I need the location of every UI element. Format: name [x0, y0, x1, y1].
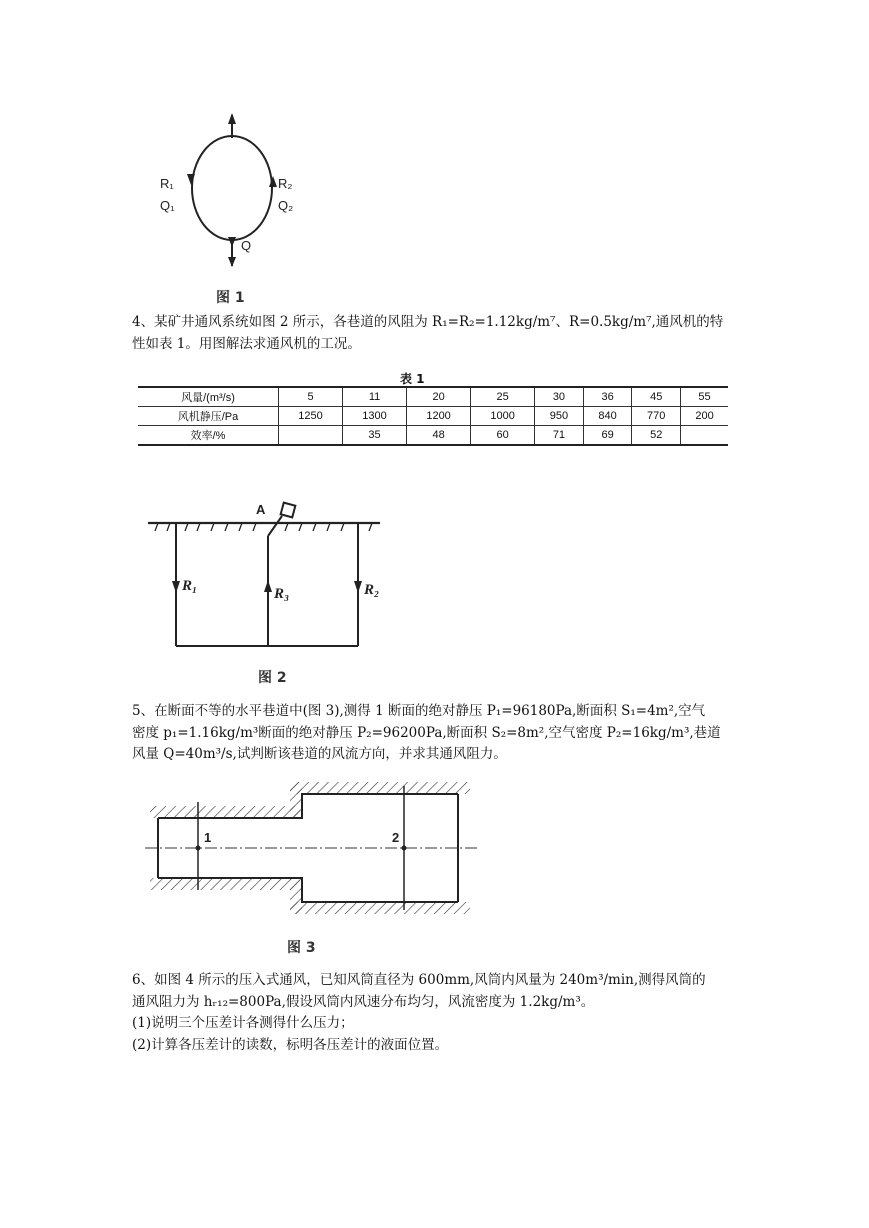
fig2-a-label: A — [256, 502, 266, 517]
question-5 — [132, 701, 742, 766]
table-cell: 69 — [583, 426, 632, 446]
question-5-line-2: 密度 p₁=1.16kg/m³断面的绝对静压 P₂=96200Pa,断面积 S₂=8m²,空气密度 P₂=16kg/m³,巷道 — [132, 724, 721, 741]
table-cell: 35 — [343, 426, 407, 446]
table-cell: 71 — [535, 426, 584, 446]
table-header-cell: 效率/% — [138, 426, 279, 446]
table-header-cell: 风机静压/Pa — [138, 407, 279, 426]
question-6-line-2: 通风阻力为 hᵣ₁₂=800Pa,假设风筒内风速分布均匀，风流密度为 1.2kg/m³。 — [132, 993, 595, 1010]
table-row — [138, 407, 728, 426]
table-cell: 1200 — [407, 407, 471, 426]
table-row — [138, 426, 728, 446]
figure-1-caption: 图 1 — [216, 290, 245, 306]
table-cell: 25 — [471, 387, 535, 407]
fig3-section-2-label: 2 — [392, 830, 400, 845]
table-cell — [681, 426, 728, 446]
table-cell: 20 — [407, 387, 471, 407]
figure-1-loop-diagram — [150, 110, 320, 270]
question-6-line-3: (1)说明三个压差计各测得什么压力； — [132, 1015, 354, 1031]
table-cell: 45 — [632, 387, 681, 407]
table-1-caption: 表 1 — [400, 372, 425, 386]
figure-2-caption: 图 2 — [258, 670, 287, 686]
question-6-line-4: (2)计算各压差计的读数，标明各压差计的液面位置。 — [132, 1036, 449, 1053]
figure-3-caption: 图 3 — [287, 940, 316, 956]
fig1-q1-label: Q₁ — [160, 198, 175, 213]
table-cell: 1300 — [343, 407, 407, 426]
question-4-line-1: 4、某矿井通风系统如图 2 所示，各巷道的风阻为 R₁=R₂=1.12kg/m⁷、R=0.5kg/m⁷,通风机的特 — [132, 314, 724, 330]
fan-characteristic-table — [138, 386, 728, 446]
table-cell: 840 — [583, 407, 632, 426]
fig2-r2-label: R₂ — [364, 582, 380, 598]
question-4-line-2: 性如表 1。用图解法求通风机的工况。 — [132, 335, 361, 352]
fig2-r1-label: R₁ — [182, 578, 198, 594]
table-cell: 11 — [343, 387, 407, 407]
table-cell: 200 — [681, 407, 728, 426]
table-cell: 52 — [632, 426, 681, 446]
table-cell: 30 — [535, 387, 584, 407]
figure-3-roadway-section — [140, 782, 480, 922]
question-6 — [132, 970, 742, 1056]
table-row — [138, 387, 728, 407]
figure-2-ventilation-network — [148, 498, 388, 658]
question-4 — [132, 312, 742, 355]
table-cell: 1000 — [471, 407, 535, 426]
fig1-q-label: Q — [241, 238, 252, 253]
table-cell: 55 — [681, 387, 728, 407]
question-5-line-1: 5、在断面不等的水平巷道中(图 3),测得 1 断面的绝对静压 P₁=96180Pa,断面积 S₁=4m²,空气 — [132, 703, 706, 719]
question-6-line-1: 6、如图 4 所示的压入式通风，已知风筒直径为 600mm,风筒内风量为 240m³/min,测得风筒的 — [132, 972, 706, 988]
table-cell: 770 — [632, 407, 681, 426]
table-cell: 950 — [535, 407, 584, 426]
table-cell — [279, 426, 343, 446]
fig1-r2-label: R₂ — [278, 176, 293, 191]
table-cell: 1250 — [279, 407, 343, 426]
fig2-r3-label: R₃ — [274, 586, 290, 602]
table-cell: 60 — [471, 426, 535, 446]
fig1-q2-label: Q₂ — [278, 198, 294, 213]
table-cell: 48 — [407, 426, 471, 446]
table-header-cell: 风量/(m³/s) — [138, 387, 279, 407]
question-5-line-3: 风量 Q=40m³/s,试判断该巷道的风流方向，并求其通风阻力。 — [132, 746, 507, 762]
table-cell: 36 — [583, 387, 632, 407]
fig1-r1-label: R₁ — [160, 176, 174, 191]
fig3-section-1-label: 1 — [204, 830, 212, 845]
table-cell: 5 — [279, 387, 343, 407]
